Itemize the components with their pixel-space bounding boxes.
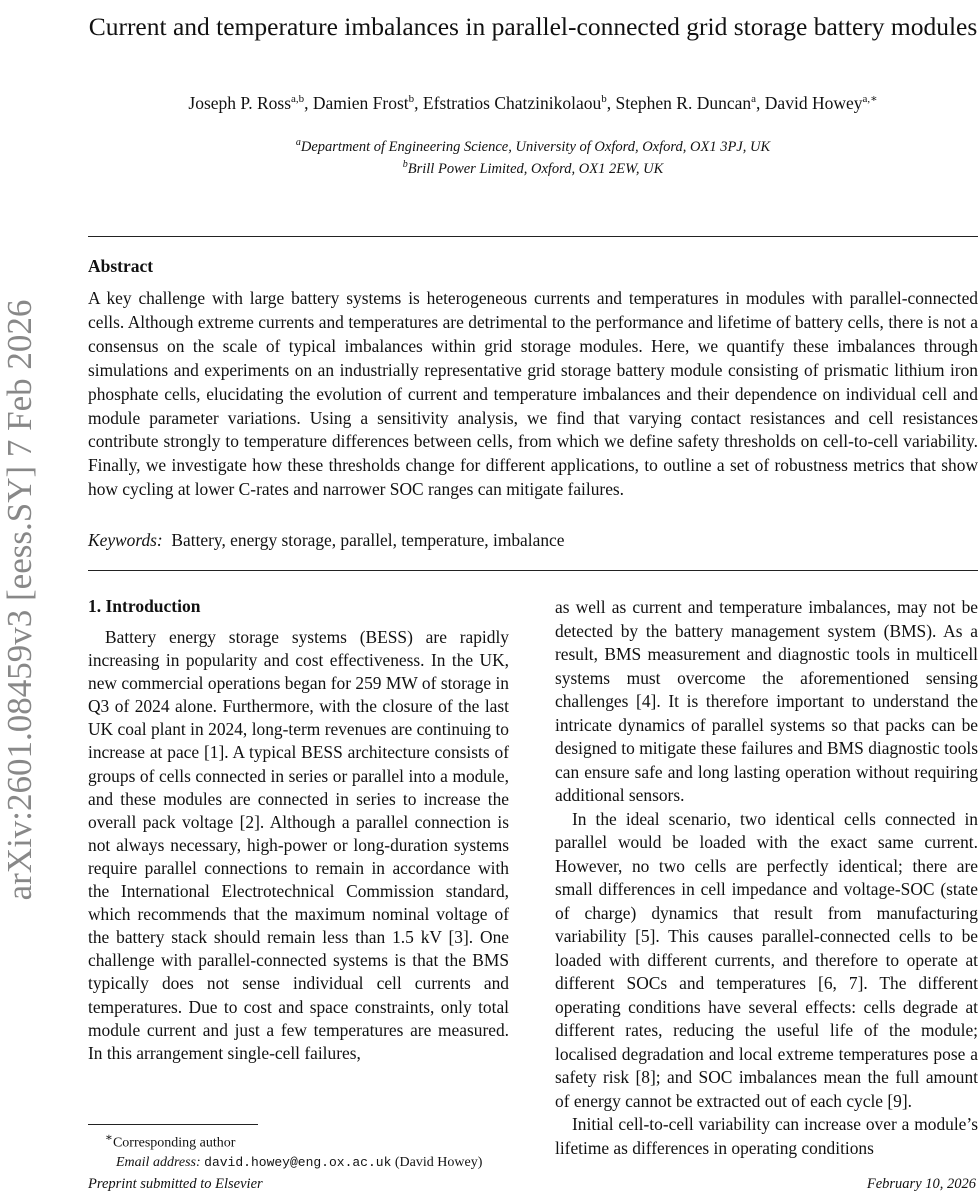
keywords bbox=[88, 530, 978, 551]
abstract-heading: Abstract bbox=[88, 256, 154, 276]
section-heading: 1. Introduction bbox=[88, 596, 201, 616]
divider bbox=[88, 236, 978, 237]
keywords-label: Keywords: bbox=[88, 530, 163, 550]
footer-journal: Preprint submitted to Elsevier bbox=[88, 1176, 263, 1192]
author: Stephen R. Duncan$^a$ bbox=[615, 92, 757, 113]
author-list: Joseph P. Ross$^{a,b}$, Damien Frost$^b$, Efstratios Chatzinikolaou$^b$, Stephen R. Duncan$^a$, David Howey$^{a,∗}$ bbox=[188, 92, 878, 113]
footnotes bbox=[88, 1128, 509, 1172]
footer-date: February 10, 2026 bbox=[866, 1176, 976, 1192]
affiliations bbox=[60, 134, 978, 178]
affiliation: $^b$Brill Power Limited, Oxford, OX1 2EW, UK bbox=[402, 158, 664, 177]
footnote-divider bbox=[88, 1124, 258, 1125]
right-column bbox=[555, 596, 978, 1160]
divider bbox=[88, 570, 978, 571]
paper-title: Current and temperature imbalances in parallel-connected grid storage battery modules bbox=[88, 12, 978, 41]
affiliation: $^a$Department of Engineering Science, University of Oxford, Oxford, OX1 3PJ, UK bbox=[295, 137, 771, 155]
author: David Howey$^{a,∗}$ bbox=[764, 92, 878, 113]
author: Efstratios Chatzinikolaou$^b$ bbox=[422, 92, 607, 113]
body-paragraph: In the ideal scenario, two identical cells connected in parallel would be loaded with the exact same current. However, no two cells are perfectly identical; there are small differences in cell impedance and voltage-SOC (state of charge) dynamics that result from manufacturing variability [5]. This causes parallel-connected cells to be loaded with different currents, and therefore to operate at different SOCs and temperatures [6, 7]. The different operating conditions have several effects: cells degrade at different rates, reducing the useful life of the module; localised degradation and local extreme temperatures pose a safety risk [8]; and SOC imbalances mean the full amount of energy cannot be extracted out of each cycle [9]. bbox=[555, 808, 978, 1111]
email-link[interactable]: david.howey@eng.ox.ac.uk bbox=[204, 1154, 392, 1170]
left-column bbox=[88, 596, 509, 1065]
abstract-section bbox=[88, 256, 978, 502]
body-paragraph: Battery energy storage systems (BESS) are rapidly increasing in popularity and cost effectiveness. In the UK, new commercial operations began for 259 MW of storage in Q3 of 2024 alone. Furthermore, with the closure of the last UK coal plant in 2024, long-term revenues are continuing to increase at pace [1]. A typical BESS architecture consists of groups of cells connected in series or parallel into a module, and these modules are connected in series to increase the overall pack voltage [2]. Although a parallel connection is not always necessary, high-power or long-duration systems require parallel connections to remain in accordance with the International Electrotechnical Commission standard, which recommends that the maximum nominal voltage of the battery stack should remain less than 1.5 kV [3]. One challenge with parallel-connected systems is that the BMS typically does not sense individual cell currents and temperatures. Due to cost and space constraints, only total module current and just a few temperatures are measured. In this arrangement single-cell failures, bbox=[88, 627, 509, 1063]
email-footnote: Email address: david.howey@eng.ox.ac.uk (David Howey) bbox=[116, 1154, 483, 1170]
corresponding-footnote: ∗Corresponding author bbox=[105, 1131, 236, 1151]
author: Damien Frost$^b$ bbox=[312, 92, 415, 113]
body-paragraph: as well as current and temperature imbalances, may not be detected by the battery management system (BMS). As a result, BMS measurement and diagnostic tools in multicell systems must overcome the aforementioned sensing challenges [4]. It is therefore important to understand the intricate dynamics of parallel systems so that packs can be designed to mitigate these failures and BMS diagnostic tools can ensure safe and long lasting operation without requiring additional sensors. bbox=[555, 597, 978, 805]
keywords-text: Battery, energy storage, parallel, temperature, imbalance bbox=[171, 530, 565, 550]
abstract-text: A key challenge with large battery systems is heterogeneous currents and temperatures in modules with parallel-connected cells. Although extreme currents and temperatures are detrimental to the performance and lifetime of battery cells, there is not a consensus on the scale of typical imbalances within grid storage modules. Here, we quantify these imbalances through simulations and experiments on an industrially representative grid storage battery module consisting of prismatic lithium iron phosphate cells, elucidating the evolution of current and temperature imbalances and their dependence on individual cell and module parameter variations. Using a sensitivity analysis, we find that varying contact resistances and cell resistances contribute strongly to temperature differences between cells, from which we define safety thresholds on cell-to-cell variability. Finally, we investigate how these thresholds change for different applications, to outline a set of robustness metrics that show how cycling at lower C-rates and narrower SOC ranges can mitigate failures. bbox=[88, 288, 978, 500]
arxiv-identifier: arXiv:2601.08459v3 [eess.SY] 7 Feb 2026 bbox=[0, 299, 39, 901]
body-paragraph: Initial cell-to-cell variability can increase over a module’s lifetime as differences in operating conditions bbox=[555, 1114, 978, 1158]
author: Joseph P. Ross$^{a,b}$ bbox=[188, 92, 305, 113]
